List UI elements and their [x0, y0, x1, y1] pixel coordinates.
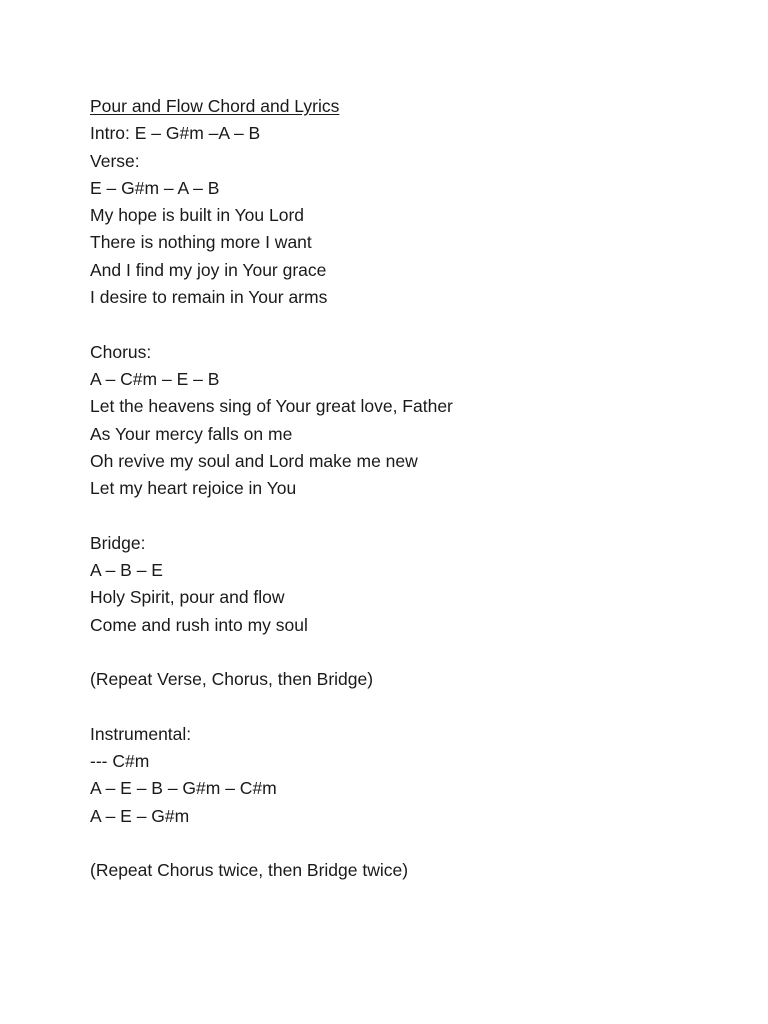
repeat-note: (Repeat Chorus twice, then Bridge twice)	[90, 860, 409, 881]
verse-chords: E – G#m – A – B	[90, 177, 220, 198]
verse-lyric-line: There is nothing more I want	[90, 232, 312, 253]
instrumental-heading: Instrumental:	[90, 723, 192, 744]
chorus-lyric-line: Let the heavens sing of Your great love, Father	[90, 396, 453, 417]
blank-line	[90, 311, 730, 338]
intro-line: Intro: E – G#m –A – B	[90, 123, 261, 144]
chorus-lyric-line: Oh revive my soul and Lord make me new	[90, 450, 418, 471]
verse-heading: Verse:	[90, 150, 140, 171]
chorus-lyric-line: Let my heart rejoice in You	[90, 478, 297, 499]
instrumental-line: --- C#m	[90, 751, 150, 772]
verse-lyric-line: My hope is built in You Lord	[90, 205, 305, 226]
blank-line	[90, 502, 730, 529]
chorus-chords: A – C#m – E – B	[90, 368, 220, 389]
blank-line	[90, 830, 730, 857]
bridge-lyric-line: Come and rush into my soul	[90, 614, 308, 635]
repeat-note: (Repeat Verse, Chorus, then Bridge)	[90, 669, 374, 690]
verse-lyric-line: And I find my joy in Your grace	[90, 259, 327, 280]
blank-line	[90, 694, 730, 721]
chorus-lyric-line: As Your mercy falls on me	[90, 423, 293, 444]
bridge-heading: Bridge:	[90, 532, 146, 553]
lyrics-document	[90, 93, 730, 885]
instrumental-line: A – E – B – G#m – C#m	[90, 778, 277, 799]
instrumental-line: A – E – G#m	[90, 805, 190, 826]
verse-lyric-line: I desire to remain in Your arms	[90, 287, 328, 308]
bridge-chords: A – B – E	[90, 560, 163, 581]
blank-line	[90, 639, 730, 666]
bridge-lyric-line: Holy Spirit, pour and flow	[90, 587, 285, 608]
chorus-heading: Chorus:	[90, 341, 152, 362]
document-title: Pour and Flow Chord and Lyrics	[90, 96, 340, 116]
